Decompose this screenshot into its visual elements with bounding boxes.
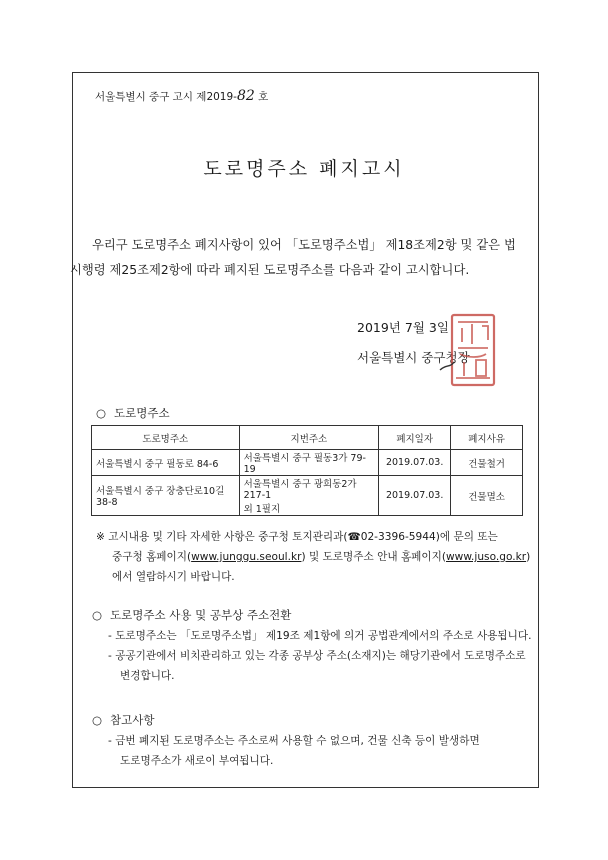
usage-list xyxy=(108,626,538,686)
header-road-address: 도로명주소 xyxy=(92,426,240,450)
note-line-2c: ) xyxy=(526,551,531,563)
cell-road-address: 서울특별시 중구 장충단로10길 38-8 xyxy=(92,476,240,516)
list-item-continuation: 변경합니다. xyxy=(120,670,175,682)
table-row xyxy=(92,450,523,476)
cell-lot-address xyxy=(239,476,379,516)
juso-homepage-link[interactable]: www.juso.go.kr xyxy=(446,551,527,563)
header-abolish-reason: 폐지사유 xyxy=(451,426,523,450)
issue-date: 2019년 7월 3일 xyxy=(357,320,449,335)
lot-address-line-1: 서울특별시 중구 광희동2가 217-1 xyxy=(243,479,357,501)
notice-number-prefix: 서울특별시 중구 고시 제2019- xyxy=(95,91,237,103)
cell-abolish-reason: 건물철거 xyxy=(451,450,523,476)
intro-line-2: 시행령 제25조제2항에 따라 폐지된 도로명주소를 다음과 같이 고시합니다. xyxy=(70,263,470,277)
list-item: - 금번 폐지된 도로명주소는 주소로써 사용할 수 없으며, 건물 신축 등이 발생하면 xyxy=(108,735,480,747)
section-heading-text: 참고사항 xyxy=(110,713,155,727)
lot-address-line-2: 외 1필지 xyxy=(243,504,281,515)
reference-list xyxy=(108,731,538,771)
issuer-name: 서울특별시 중구청장 xyxy=(357,350,470,365)
list-item: - 공공기관에서 비치관리하고 있는 각종 공부상 주소(소재지)는 해당기관에서 도로명주소로 xyxy=(108,650,526,662)
note-line-1: 고시내용 및 기타 자세한 사항은 중구청 토지관리과(☎02-3396-5944)에 문의 또는 xyxy=(108,531,498,543)
document-title: 도로명주소 폐지고시 xyxy=(203,158,405,180)
cell-abolish-reason: 건물멸소 xyxy=(451,476,523,516)
section-usage-heading xyxy=(92,607,291,623)
circle-bullet-icon: ○ xyxy=(96,406,107,420)
circle-bullet-icon: ○ xyxy=(92,608,103,622)
abolished-address-table xyxy=(91,425,523,516)
table-row xyxy=(92,476,523,516)
note-line-3: 에서 열람하시기 바랍니다. xyxy=(112,571,235,583)
list-item-continuation: 도로명주소가 새로이 부여됩니다. xyxy=(120,755,274,767)
note-line-2b: ) 및 도로명주소 안내 홈페이지( xyxy=(301,551,447,563)
circle-bullet-icon: ○ xyxy=(92,713,103,727)
section-heading-text: 도로명주소 xyxy=(114,406,170,420)
notice-number-suffix: 호 xyxy=(258,91,269,103)
table-header-row xyxy=(92,426,523,450)
intro-paragraph xyxy=(70,233,530,283)
inquiry-note xyxy=(96,527,536,587)
official-seal-icon xyxy=(410,312,498,388)
cell-road-address: 서울특별시 중구 필동로 84-6 xyxy=(92,450,240,476)
list-item: - 도로명주소는 「도로명주소법」 제19조 제1항에 의거 공법관계에서의 주소로 사용됩니다. xyxy=(108,630,532,642)
cell-abolish-date: 2019.07.03. xyxy=(379,450,451,476)
handwritten-number: 82 xyxy=(236,88,255,104)
note-mark: ※ xyxy=(96,531,105,543)
section-address-heading xyxy=(96,405,170,421)
cell-abolish-date: 2019.07.03. xyxy=(379,476,451,516)
header-lot-address: 지번주소 xyxy=(239,426,379,450)
notice-number xyxy=(95,88,268,104)
note-line-2a: 중구청 홈페이지( xyxy=(112,551,192,563)
junggu-homepage-link[interactable]: www.junggu.seoul.kr xyxy=(191,551,302,563)
header-abolish-date: 폐지일자 xyxy=(379,426,451,450)
section-reference-heading xyxy=(92,712,154,728)
section-heading-text: 도로명주소 사용 및 공부상 주소전환 xyxy=(110,608,292,622)
cell-lot-address: 서울특별시 중구 필동3가 79-19 xyxy=(239,450,379,476)
intro-line-1: 우리구 도로명주소 폐지사항이 있어 「도로명주소법」 제18조제2항 및 같은 법 xyxy=(92,238,516,252)
